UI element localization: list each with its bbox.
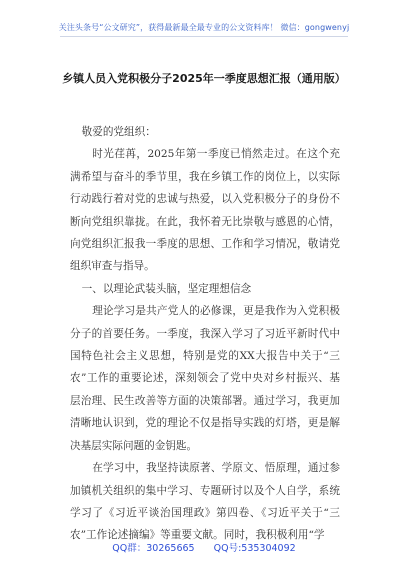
document-title: 乡镇人员入党积极分子2025年一季度思想汇报（通用版） (62, 72, 346, 85)
header-divider (60, 36, 348, 37)
header-note: 关注头条号“公文研究”，获得最新最全最专业的公文资料库！ 微信：gongwenyj (58, 23, 350, 32)
salutation: 敬爱的党组织： (81, 126, 156, 138)
section-paragraph: 在学习中，我坚持读原著、学原文、悟原理，通过参加镇机关组织的集中学习、专题研讨以及个人自学，系统学习了《习近平谈治国理政》第四卷、《习近平关于“三农”工作论述摘编》等重要文献。同时，我积极利用“学 (70, 462, 340, 542)
intro-paragraph: 时光荏苒，2025年第一季度已悄然走过。在这个充满希望与奋斗的季节里，我在乡镇工作的岗位上，以实际行动践行着对党的忠诚与热爱，以入党积极分子的身份不断向党组织靠拢。在此，我怀着无比崇敬与感恩的心情，向党组织汇报我一季度的思想、工作和学习情况，敬请党组织审查与指导。 (70, 148, 340, 273)
document-body (70, 121, 340, 547)
footer-qq-group: QQ群：30265665 (112, 543, 195, 554)
footer-qq-number: QQ号:535304092 (213, 543, 296, 554)
footer-contacts (0, 540, 408, 554)
section-paragraph: 理论学习是共产党人的必修课，更是我作为入党积极分子的首要任务。一季度，我深入学习了习近平新时代中国特色社会主义思想，特别是党的XX大报告中关于“三农”工作的重要论述，深刻领会了党中央对乡村振兴、基层治理、民生改善等方面的决策部署。通过学习，我更加清晰地认识到，党的理论不仅是指导实践的灯塔，更是解决基层实际问题的金钥匙。 (70, 305, 340, 452)
section-heading: 一、以理论武装头脑，坚定理想信念 (81, 282, 252, 295)
